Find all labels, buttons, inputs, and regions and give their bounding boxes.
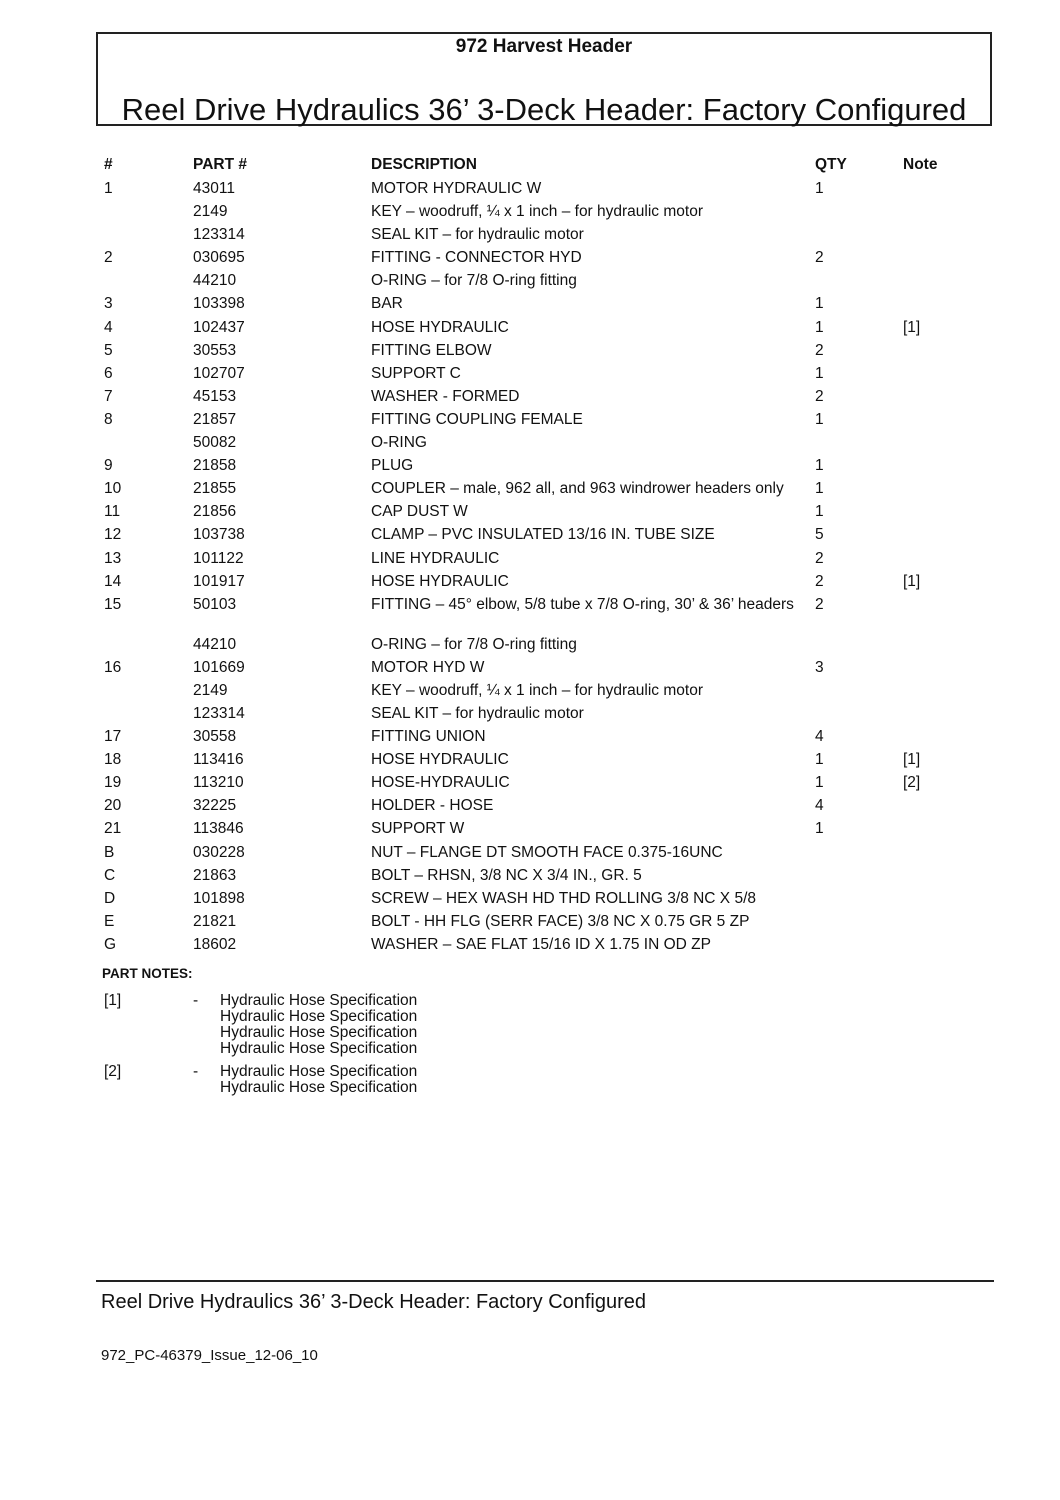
table-row — [0, 365, 1060, 388]
quantity: 2 — [815, 341, 824, 359]
part-description: SUPPORT W — [371, 820, 465, 838]
part-description: SEAL KIT – for hydraulic motor — [371, 226, 584, 244]
part-description: MOTOR HYDRAULIC W — [371, 180, 542, 197]
column-header-qty: QTY — [815, 156, 847, 173]
part-note-ref: [1] — [104, 992, 122, 1009]
page-title: Reel Drive Hydraulics 36’ 3-Deck Header: Factory Configured — [121, 92, 967, 127]
part-number: 103398 — [193, 295, 245, 313]
quantity: 2 — [815, 249, 824, 267]
part-number: 103738 — [193, 526, 245, 544]
table-row — [0, 295, 1060, 318]
part-description: HOSE HYDRAULIC — [371, 751, 509, 769]
part-note-ref: [2] — [104, 1063, 122, 1080]
part-description: PLUG — [371, 457, 414, 475]
row-number: 2 — [104, 249, 113, 267]
part-note-text: Hydraulic Hose Specification — [220, 1063, 418, 1080]
part-description: HOSE HYDRAULIC — [371, 318, 509, 336]
part-number: 102437 — [193, 318, 245, 336]
part-note-text: Hydraulic Hose Specification — [220, 1040, 418, 1057]
column-header-description: DESCRIPTION — [371, 156, 477, 173]
part-description: WASHER - FORMED — [371, 387, 520, 405]
table-row — [0, 503, 1060, 526]
part-number: 44210 — [193, 635, 237, 653]
table-row — [0, 226, 1060, 249]
row-number: 19 — [104, 774, 122, 792]
quantity: 1 — [815, 410, 824, 428]
part-note-text: Hydraulic Hose Specification — [220, 1079, 418, 1096]
table-row — [0, 936, 1060, 959]
part-number: 21858 — [193, 457, 237, 475]
part-description: FITTING COUPLING FEMALE — [371, 410, 583, 428]
table-row — [0, 636, 1060, 659]
part-number: 2149 — [193, 203, 228, 221]
table-row — [0, 388, 1060, 411]
row-number: 21 — [104, 820, 122, 838]
part-number: 50103 — [193, 595, 237, 613]
part-note-text: Hydraulic Hose Specification — [220, 1008, 418, 1025]
row-number: 11 — [104, 503, 121, 521]
part-description: O-RING – for 7/8 O-ring fitting — [371, 272, 577, 290]
table-row — [0, 526, 1060, 549]
table-row — [0, 434, 1060, 457]
row-number: 15 — [104, 595, 122, 613]
part-description: CAP DUST W — [371, 503, 468, 521]
footer-title: Reel Drive Hydraulics 36’ 3-Deck Header: Factory Configured — [101, 1291, 647, 1313]
row-number: 20 — [104, 797, 122, 815]
part-number: 30558 — [193, 728, 237, 746]
part-number: 45153 — [193, 387, 237, 405]
part-number: 21855 — [193, 480, 237, 498]
row-number: 16 — [104, 658, 122, 676]
part-description: KEY – woodruff, ¼ x 1 inch – for hydraulic motor — [371, 203, 703, 221]
part-number: 43011 — [193, 180, 235, 197]
part-number: 2149 — [193, 681, 228, 699]
quantity: 1 — [815, 774, 824, 792]
row-number: 14 — [104, 572, 122, 590]
part-description: NUT – FLANGE DT SMOOTH FACE 0.375-16UNC — [371, 843, 723, 861]
quantity: 1 — [815, 364, 824, 382]
part-description: FITTING – 45° elbow, 5/8 tube x 7/8 O-ring, 30’ & 36’ headers — [371, 595, 794, 613]
quantity: 1 — [815, 457, 824, 475]
part-number: 32225 — [193, 797, 237, 815]
part-description: SEAL KIT – for hydraulic motor — [371, 704, 584, 722]
part-note-lines — [220, 993, 417, 1057]
part-description: MOTOR HYD W — [371, 658, 485, 676]
row-number: G — [104, 935, 117, 953]
row-number: 10 — [104, 480, 122, 498]
quantity: 1 — [815, 503, 824, 521]
row-number: 1 — [104, 180, 113, 197]
column-header-num: # — [104, 156, 113, 173]
table-row — [0, 659, 1060, 682]
part-number: 101122 — [193, 549, 244, 567]
quantity: 2 — [815, 595, 824, 613]
quantity: 2 — [815, 572, 824, 590]
part-note-lines — [220, 1064, 417, 1096]
table-row — [0, 820, 1060, 843]
part-note-text: Hydraulic Hose Specification — [220, 992, 418, 1009]
part-number: 50082 — [193, 434, 237, 452]
table-row — [0, 705, 1060, 728]
table-row — [0, 411, 1060, 434]
quantity: 3 — [815, 658, 824, 676]
part-description: O-RING – for 7/8 O-ring fitting — [371, 635, 577, 653]
part-description: FITTING - CONNECTOR HYD — [371, 249, 582, 267]
table-row — [0, 573, 1060, 596]
model-heading: 972 Harvest Header — [455, 36, 633, 57]
row-number: 9 — [104, 457, 113, 475]
table-row — [0, 272, 1060, 295]
table-row — [0, 890, 1060, 913]
part-number: 44210 — [193, 272, 237, 290]
table-row — [0, 180, 1060, 203]
table-row — [0, 457, 1060, 480]
quantity: 5 — [815, 526, 824, 544]
table-row — [0, 203, 1060, 226]
part-description: HOSE-HYDRAULIC — [371, 774, 510, 792]
table-row — [0, 596, 1060, 636]
row-number: C — [104, 866, 116, 884]
part-number: 101917 — [193, 572, 245, 590]
part-note-text: Hydraulic Hose Specification — [220, 1024, 418, 1041]
part-description: LINE HYDRAULIC — [371, 549, 500, 567]
quantity: 1 — [815, 318, 824, 336]
part-description: COUPLER – male, 962 all, and 963 windrower headers only — [371, 480, 784, 498]
part-description: BOLT – RHSN, 3/8 NC X 3/4 IN., GR. 5 — [371, 866, 642, 884]
document-code: 972_PC-46379_Issue_12-06_10 — [101, 1347, 318, 1364]
table-row — [0, 728, 1060, 751]
quantity: 1 — [815, 480, 824, 498]
part-description: CLAMP – PVC INSULATED 13/16 IN. TUBE SIZE — [371, 526, 715, 544]
table-row — [0, 249, 1060, 272]
note-reference: [1] — [903, 318, 921, 336]
part-description: KEY – woodruff, ¼ x 1 inch – for hydraulic motor — [371, 681, 703, 699]
row-number: 8 — [104, 410, 113, 428]
table-row — [0, 867, 1060, 890]
part-number: 113210 — [193, 774, 244, 792]
quantity: 2 — [815, 387, 824, 405]
quantity: 1 — [815, 180, 824, 197]
part-notes-heading: PART NOTES: — [102, 966, 193, 981]
row-number: 4 — [104, 318, 113, 336]
note-reference: [2] — [903, 774, 921, 792]
part-description: HOLDER - HOSE — [371, 797, 494, 815]
part-number: 102707 — [193, 364, 245, 382]
part-number: 123314 — [193, 704, 245, 722]
row-number: 17 — [104, 728, 122, 746]
row-number: 3 — [104, 295, 113, 313]
quantity: 1 — [815, 295, 824, 313]
part-number: 030695 — [193, 249, 245, 267]
part-number: 101669 — [193, 658, 245, 676]
note-reference: [1] — [903, 751, 921, 769]
part-description: FITTING UNION — [371, 728, 486, 746]
row-number: 18 — [104, 751, 122, 769]
footer-divider — [96, 1280, 994, 1282]
part-description: WASHER – SAE FLAT 15/16 ID X 1.75 IN OD ZP — [371, 935, 711, 953]
row-number: 6 — [104, 364, 113, 382]
part-description: BAR — [371, 295, 403, 313]
title-box — [96, 32, 992, 126]
column-header-note: Note — [903, 156, 938, 173]
part-number: 113846 — [193, 820, 244, 838]
row-number: E — [104, 912, 115, 930]
part-description: SCREW – HEX WASH HD THD ROLLING 3/8 NC X 5/8 — [371, 889, 757, 907]
part-number: 123314 — [193, 226, 245, 244]
quantity: 4 — [815, 797, 824, 815]
note-reference: [1] — [903, 572, 921, 590]
table-row — [0, 797, 1060, 820]
quantity: 2 — [815, 549, 824, 567]
part-number: 21821 — [193, 912, 237, 930]
part-description: HOSE HYDRAULIC — [371, 572, 509, 590]
part-description: SUPPORT C — [371, 364, 461, 382]
part-description: BOLT - HH FLG (SERR FACE) 3/8 NC X 0.75 GR 5 ZP — [371, 912, 750, 930]
part-number: 21857 — [193, 410, 237, 428]
row-number: 5 — [104, 341, 113, 359]
table-row — [0, 480, 1060, 503]
table-row — [0, 774, 1060, 797]
row-number: 7 — [104, 387, 113, 405]
parts-table — [0, 180, 1060, 959]
table-row — [0, 319, 1060, 342]
part-description: O-RING — [371, 434, 427, 452]
quantity: 1 — [815, 820, 824, 838]
part-number: 113416 — [193, 751, 244, 769]
row-number: B — [104, 843, 115, 861]
part-note-dash: - — [193, 1063, 199, 1080]
part-number: 21856 — [193, 503, 237, 521]
quantity: 4 — [815, 728, 824, 746]
table-row — [0, 844, 1060, 867]
part-number: 18602 — [193, 935, 237, 953]
table-row — [0, 751, 1060, 774]
table-row — [0, 682, 1060, 705]
part-number: 30553 — [193, 341, 237, 359]
part-number: 21863 — [193, 866, 237, 884]
part-number: 101898 — [193, 889, 245, 907]
row-number: D — [104, 889, 116, 907]
part-note-dash: - — [193, 992, 199, 1009]
row-number: 13 — [104, 549, 122, 567]
table-row — [0, 913, 1060, 936]
row-number: 12 — [104, 526, 122, 544]
part-number: 030228 — [193, 843, 245, 861]
table-row — [0, 342, 1060, 365]
quantity: 1 — [815, 751, 824, 769]
part-description: FITTING ELBOW — [371, 341, 492, 359]
column-header-part: PART # — [193, 156, 247, 173]
table-row — [0, 550, 1060, 573]
